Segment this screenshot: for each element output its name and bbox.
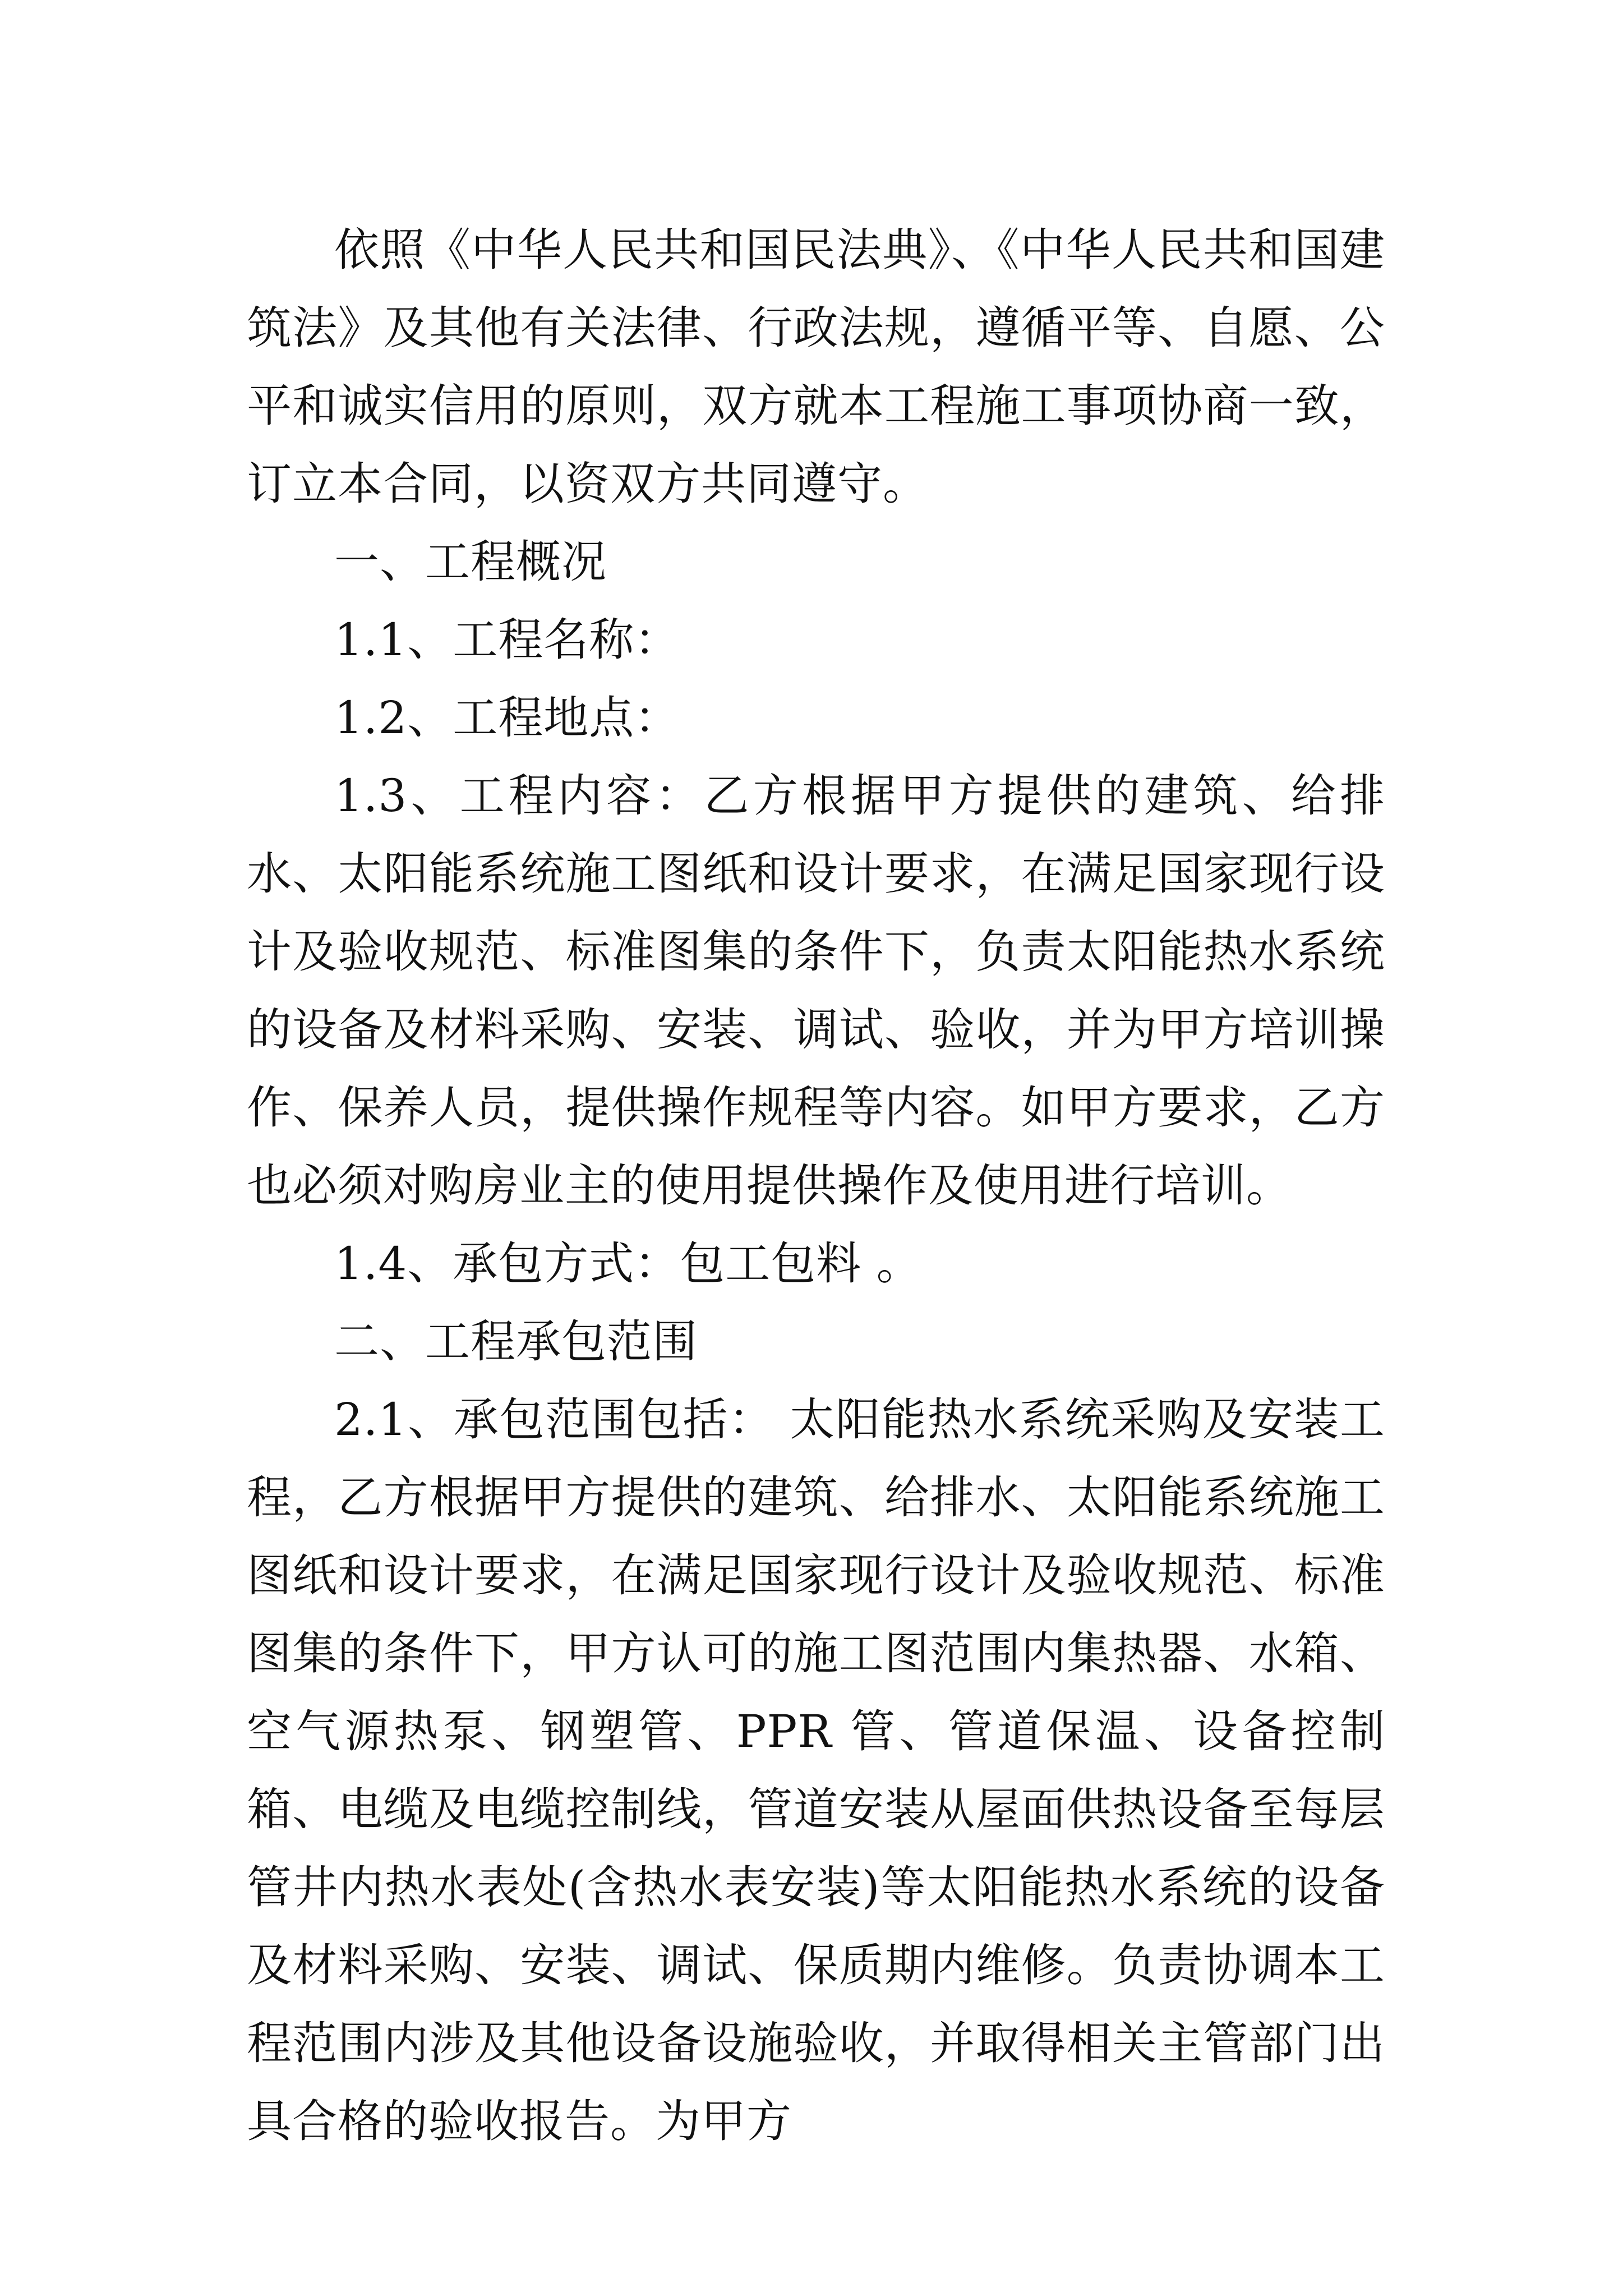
clause-2-1-scope: 2.1、承包范围包括： 太阳能热水系统采购及安装工程，乙方根据甲方提供的建筑、给排水、太阳能系统施工图纸和设计要求，在满足国家现行设计及验收规范、标准图集的条件下，甲方认可的施工图范围内集热器、水箱、空气源热泵、钢塑管、PPR 管、管道保温、设备控制箱、电缆及电缆控制线，管道安装从屋面供热设备至每层管井内热水表处(含热水表安装)等太阳能热水系统的设备及材料采购、安装、调试、保质期内维修。负责协调本工程范围内涉及其他设备设施验收，并取得相关主管部门出具合格的验收报告。为甲方	[247, 1393, 1385, 2147]
section-heading-scope: 二、工程承包范围	[334, 1315, 698, 1368]
clause-1-2-project-location: 1.2、工程地点：	[334, 692, 680, 744]
preamble-paragraph: 依照《中华人民共和国民法典》、《中华人民共和国建筑法》及其他有关法律、行政法规，遵循平等、自愿、公平和诚实信用的原则，双方就本工程施工事项协商一致，订立本合同，以资双方共同遵守。	[247, 224, 1385, 510]
document-body	[247, 211, 1385, 2160]
clause-1-4-contract-method: 1.4、承包方式：包工包料 。	[334, 1237, 922, 1290]
clause-1-3-project-content: 1.3、工程内容：乙方根据甲方提供的建筑、给排水、太阳能系统施工图纸和设计要求，在满足国家现行设计及验收规范、标准图集的条件下，负责太阳能热水系统的设备及材料采购、安装、调试、验收，并为甲方培训操作、保养人员，提供操作规程等内容。如甲方要求，乙方也必须对购房业主的使用提供操作及使用进行培训。	[247, 770, 1385, 1212]
section-heading-overview: 一、工程概况	[334, 536, 607, 588]
clause-1-1-project-name: 1.1、工程名称：	[334, 614, 680, 666]
